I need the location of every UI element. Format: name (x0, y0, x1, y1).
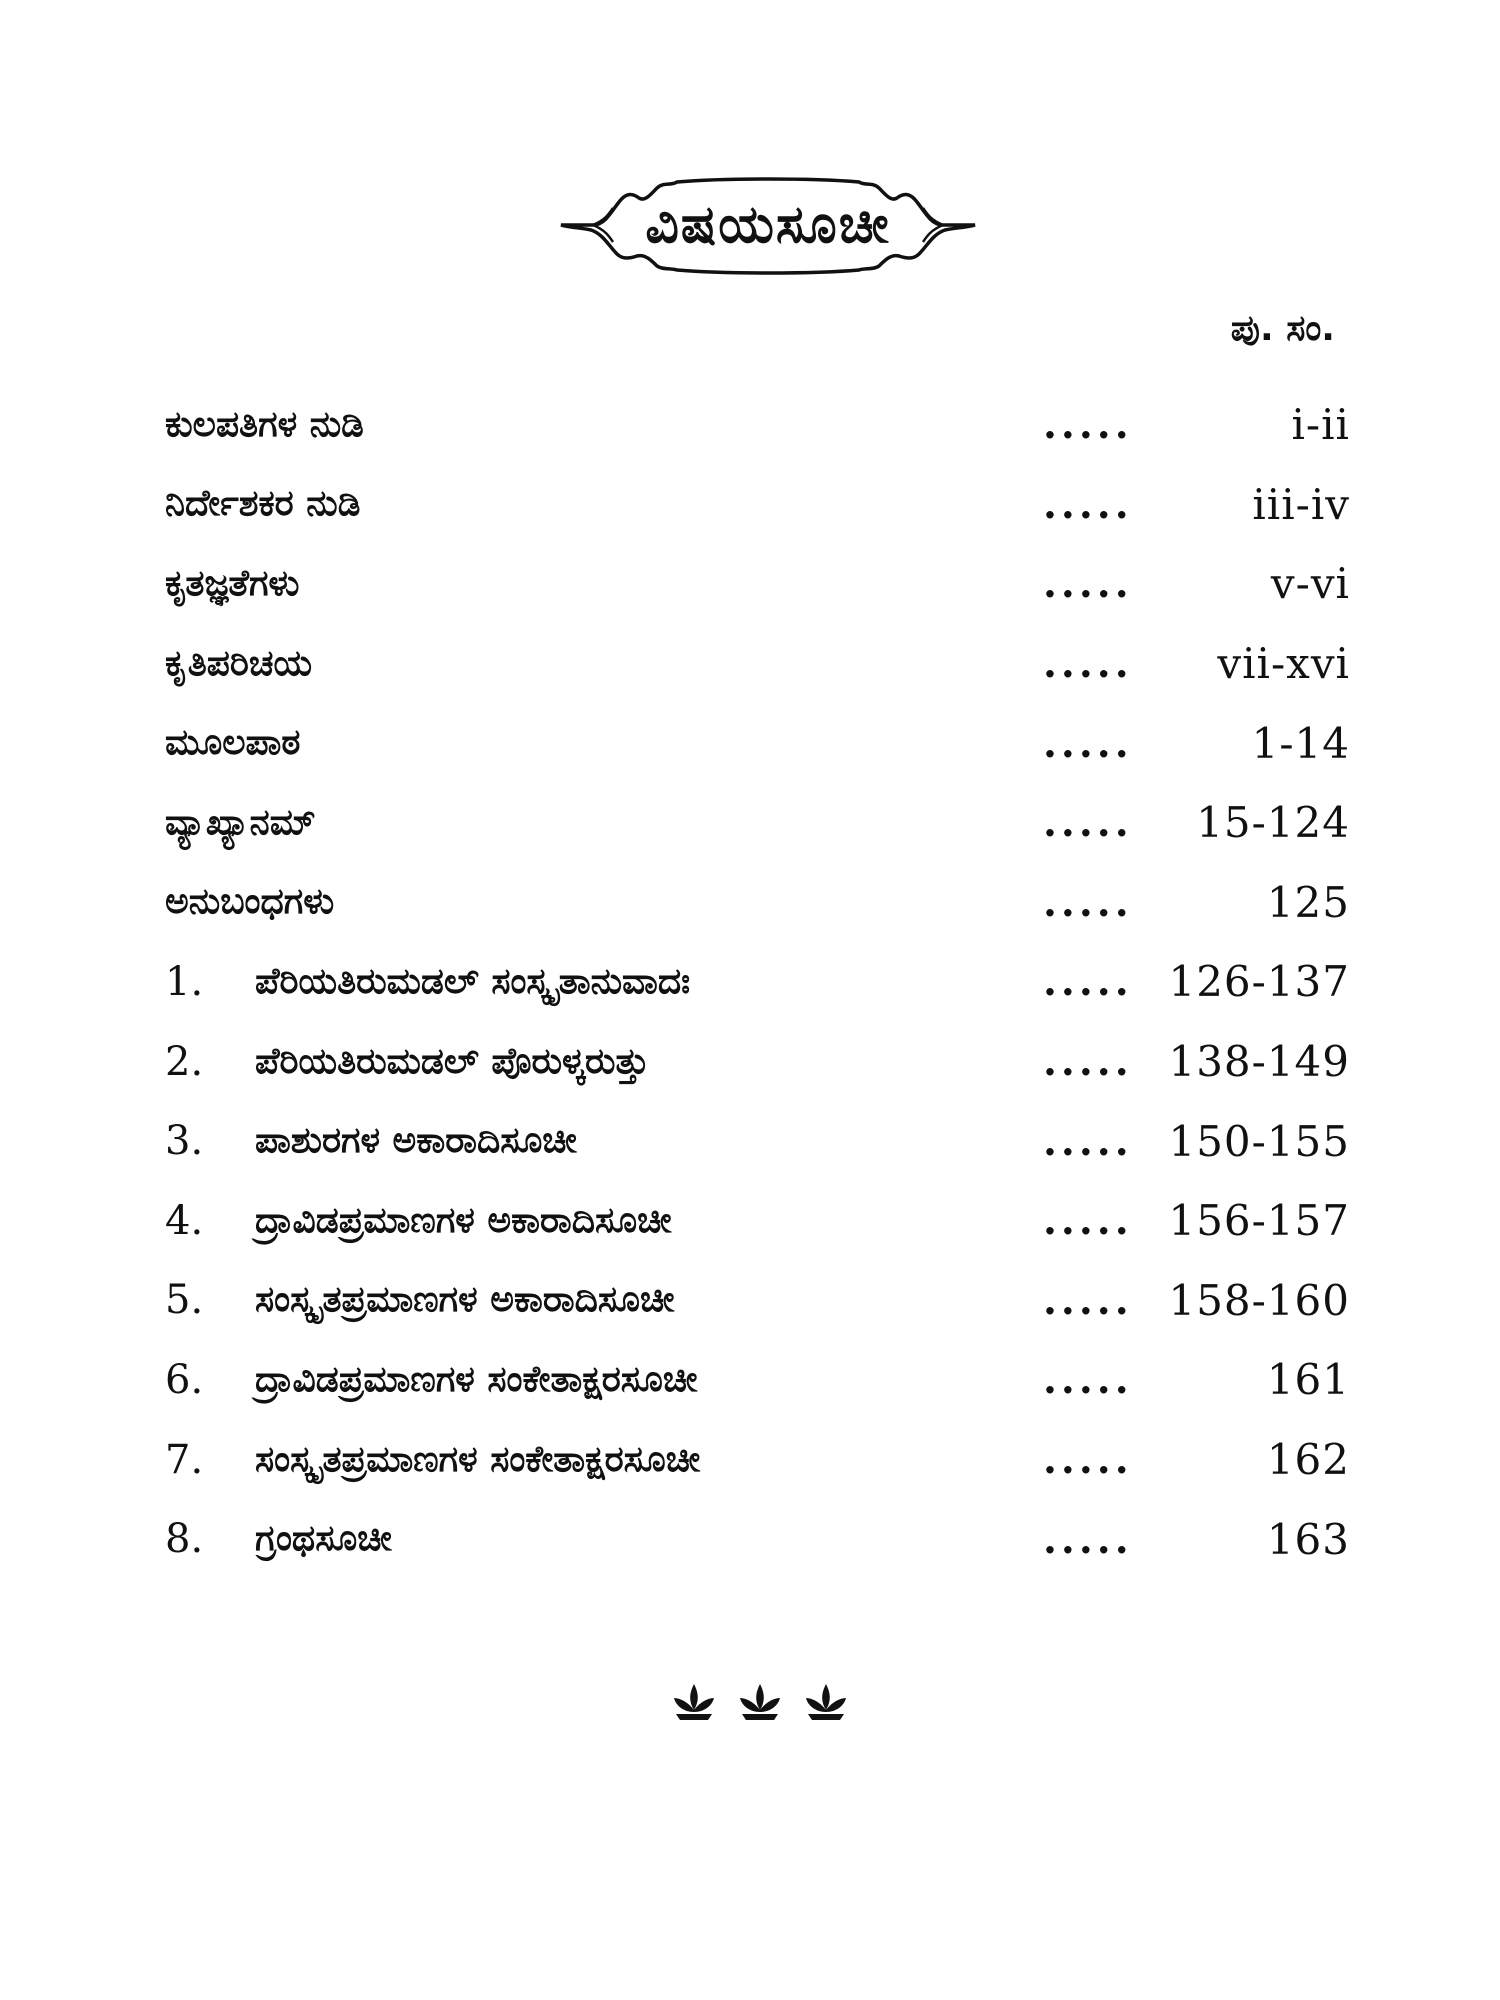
toc-entry-pages: 138-149 (1168, 1037, 1350, 1087)
toc-leader-dots: ..... (1043, 401, 1133, 449)
toc-entry-pages: 1-14 (1251, 718, 1350, 768)
toc-entry-label: ಕುಲಪತಿಗಳ ನುಡಿ (165, 403, 364, 445)
toc-entry-pages: 162 (1266, 1435, 1350, 1485)
toc-entry (165, 624, 1350, 704)
toc-entry (165, 1101, 1350, 1181)
toc-leader-dots: ..... (1043, 958, 1133, 1006)
title-cartouche (553, 160, 983, 290)
toc-entry (165, 863, 1350, 943)
toc-entry (165, 783, 1350, 863)
toc-entry-pages: 156-157 (1168, 1196, 1350, 1246)
toc-entry-number: 8. (165, 1516, 204, 1563)
toc-entry-label: ವ್ಯಾಖ್ಯಾನಮ್ (165, 801, 316, 843)
toc-entry-label: ಪೆರಿಯತಿರುಮಡಲ್ ಪೊರುಳ್ಕರುತ್ತು (255, 1040, 650, 1082)
toc-leader-dots: ..... (1043, 640, 1133, 688)
toc-entry (165, 703, 1350, 783)
toc-entry (165, 1340, 1350, 1420)
toc-entry-number: 5. (165, 1277, 204, 1324)
page-title: ವಿಷಯಸೂಚೀ (645, 194, 891, 255)
toc-entry-label: ಪೆರಿಯತಿರುಮಡಲ್ ಸಂಸ್ಕೃತಾನುವಾದಃ (255, 960, 691, 1002)
toc-leader-dots: ..... (1043, 560, 1133, 608)
toc-entry-label: ಗ್ರಂಥಸೂಚೀ (255, 1518, 392, 1560)
toc-leader-dots: ..... (1043, 1197, 1133, 1245)
toc-entry-label: ದ್ರಾವಿಡಪ್ರಮಾಣಗಳ ಸಂಕೇತಾಕ್ಷರಸೂಚೀ (255, 1358, 698, 1400)
page-number-header: ಪು. ಸಂ. (1230, 308, 1335, 349)
toc-entry-label: ನಿರ್ದೇಶಕರ ನುಡಿ (165, 483, 361, 525)
toc-entry-label: ಪಾಶುರಗಳ ಅಕಾರಾದಿಸೂಚೀ (255, 1120, 577, 1162)
toc-entry (165, 1261, 1350, 1341)
toc-entry-pages: 161 (1266, 1355, 1350, 1405)
toc-leader-dots: ..... (1043, 480, 1133, 528)
lotus-icon (736, 1680, 784, 1724)
toc-entry (165, 1181, 1350, 1261)
toc-entry-pages: 125 (1266, 877, 1350, 927)
toc-leader-dots: ..... (1043, 1436, 1133, 1484)
toc-entry-label: ದ್ರಾವಿಡಪ್ರಮಾಣಗಳ ಅಕಾರಾದಿಸೂಚೀ (255, 1199, 672, 1241)
toc-entry-pages: 158-160 (1168, 1275, 1350, 1325)
toc-entry-label: ಮೂಲಪಾಠ (165, 722, 301, 764)
toc-entry-label: ಅನುಬಂಧಗಳು (165, 881, 335, 923)
toc-leader-dots: ..... (1043, 719, 1133, 767)
toc-entry (165, 1022, 1350, 1102)
toc-entry-pages: v-vi (1270, 559, 1350, 609)
toc-entry-number: 6. (165, 1356, 204, 1403)
toc-leader-dots: ..... (1043, 1276, 1133, 1324)
toc-entry (165, 1420, 1350, 1500)
table-of-contents (165, 385, 1350, 1579)
toc-entry-pages: iii-iv (1252, 479, 1350, 529)
toc-leader-dots: ..... (1043, 1117, 1133, 1165)
toc-leader-dots: ..... (1043, 1356, 1133, 1404)
toc-entry-pages: 126-137 (1168, 957, 1350, 1007)
lotus-icon (670, 1680, 718, 1724)
toc-entry-pages: i-ii (1291, 400, 1350, 450)
toc-entry-number: 4. (165, 1197, 204, 1244)
toc-entry-pages: 15-124 (1196, 798, 1350, 848)
toc-entry (165, 385, 1350, 465)
toc-entry-number: 7. (165, 1436, 204, 1483)
toc-entry-number: 1. (165, 958, 204, 1005)
toc-entry-number: 3. (165, 1118, 204, 1165)
toc-leader-dots: ..... (1043, 1038, 1133, 1086)
toc-entry-number: 2. (165, 1038, 204, 1085)
toc-entry-label: ಸಂಸ್ಕೃತಪ್ರಮಾಣಗಳ ಅಕಾರಾದಿಸೂಚೀ (255, 1279, 675, 1321)
toc-entry-label: ಸಂಸ್ಕೃತಪ್ರಮಾಣಗಳ ಸಂಕೇತಾಕ್ಷರಸೂಚೀ (255, 1438, 701, 1480)
toc-entry (165, 1499, 1350, 1579)
toc-entry-pages: 163 (1266, 1514, 1350, 1564)
toc-entry-label: ಕೃತಜ್ಞತೆಗಳು (165, 562, 300, 604)
toc-entry (165, 465, 1350, 545)
toc-leader-dots: ..... (1043, 799, 1133, 847)
toc-leader-dots: ..... (1043, 1515, 1133, 1563)
lotus-icon (802, 1680, 850, 1724)
toc-entry (165, 942, 1350, 1022)
toc-leader-dots: ..... (1043, 878, 1133, 926)
toc-entry-pages: vii-xvi (1217, 639, 1350, 689)
toc-entry (165, 544, 1350, 624)
end-ornaments (670, 1680, 850, 1730)
toc-entry-label: ಕೃತಿಪರಿಚಯ (165, 642, 313, 684)
toc-entry-pages: 150-155 (1168, 1116, 1350, 1166)
